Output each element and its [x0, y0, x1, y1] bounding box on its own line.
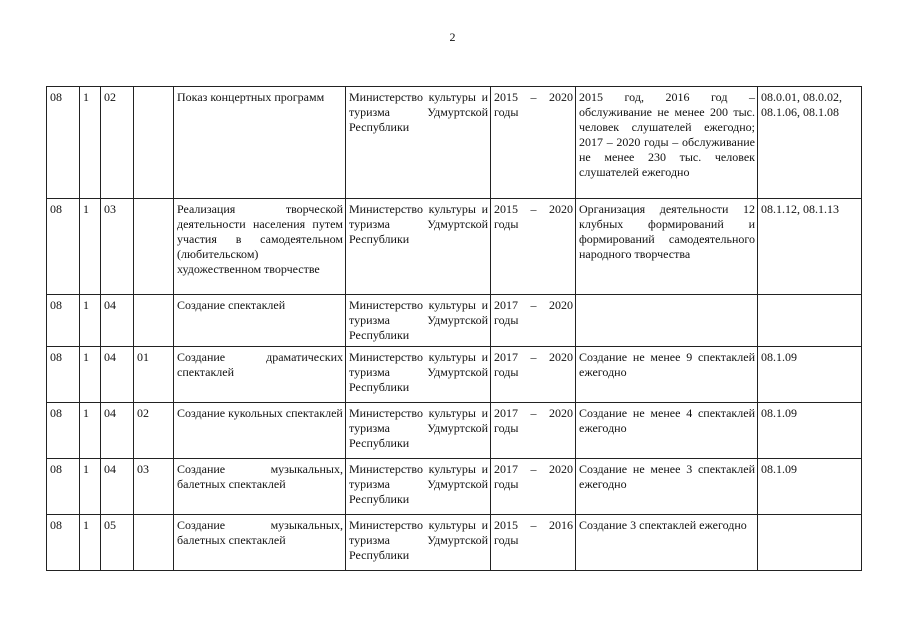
- cell-code-2: 1: [80, 347, 101, 403]
- cell-code-3: 04: [101, 459, 134, 515]
- cell-code-4: [134, 515, 174, 571]
- cell-code-3: 04: [101, 403, 134, 459]
- table-row: [47, 347, 862, 403]
- cell-measure-name: Создание кукольных спектаклей: [174, 403, 346, 459]
- cell-code-3: 03: [101, 199, 134, 295]
- cell-code-1: 08: [47, 87, 80, 199]
- cell-measure-name: Реализация творческой деятельности населения путем участия в самодеятельном (любительском) художественном творчестве: [174, 199, 346, 295]
- cell-expected-result: [576, 295, 758, 347]
- cell-expected-result: 2015 год, 2016 год – обслуживание не менее 200 тыс. человек слушателей ежегодно; 2017 – 2020 годы – обслуживание не менее 230 тыс. человек слушателей ежегодно: [576, 87, 758, 199]
- cell-code-2: 1: [80, 459, 101, 515]
- cell-code-1: 08: [47, 403, 80, 459]
- cell-expected-result: Создание не менее 9 спектаклей ежегодно: [576, 347, 758, 403]
- cell-period: 2017 – 2020 годы: [491, 347, 576, 403]
- cell-code-4: [134, 87, 174, 199]
- cell-executor: Министерство культуры и туризма Удмуртской Республики: [346, 295, 491, 347]
- cell-code-4: 03: [134, 459, 174, 515]
- cell-code-1: 08: [47, 199, 80, 295]
- cell-indicators: [758, 515, 862, 571]
- cell-code-4: [134, 295, 174, 347]
- cell-code-4: 01: [134, 347, 174, 403]
- page-number: 2: [449, 30, 456, 44]
- cell-indicators: 08.1.09: [758, 347, 862, 403]
- cell-expected-result: Создание 3 спектаклей ежегодно: [576, 515, 758, 571]
- table-row: [47, 295, 862, 347]
- cell-indicators: [758, 295, 862, 347]
- cell-executor: Министерство культуры и туризма Удмуртской Республики: [346, 347, 491, 403]
- cell-measure-name: Создание музыкальных, балетных спектаклей: [174, 515, 346, 571]
- measures-table: [46, 86, 862, 571]
- cell-measure-name: Создание музыкальных, балетных спектаклей: [174, 459, 346, 515]
- cell-measure-name: Создание спектаклей: [174, 295, 346, 347]
- cell-period: 2015 – 2020 годы: [491, 199, 576, 295]
- cell-code-1: 08: [47, 347, 80, 403]
- cell-code-1: 08: [47, 295, 80, 347]
- cell-period: 2015 – 2016 годы: [491, 515, 576, 571]
- cell-code-4: [134, 199, 174, 295]
- cell-indicators: 08.1.09: [758, 459, 862, 515]
- cell-period: 2017 – 2020 годы: [491, 403, 576, 459]
- cell-code-2: 1: [80, 199, 101, 295]
- cell-code-1: 08: [47, 515, 80, 571]
- cell-executor: Министерство культуры и туризма Удмуртской Республики: [346, 459, 491, 515]
- cell-executor: Министерство культуры и туризма Удмуртской Республики: [346, 199, 491, 295]
- cell-code-3: 04: [101, 347, 134, 403]
- cell-code-2: 1: [80, 403, 101, 459]
- cell-expected-result: Организация деятельности 12 клубных формирований и формирований самодеятельного народного творчества: [576, 199, 758, 295]
- cell-period: 2017 – 2020 годы: [491, 295, 576, 347]
- cell-code-2: 1: [80, 515, 101, 571]
- cell-measure-name: Создание драматических спектаклей: [174, 347, 346, 403]
- cell-executor: Министерство культуры и туризма Удмуртской Республики: [346, 403, 491, 459]
- cell-code-4: 02: [134, 403, 174, 459]
- cell-executor: Министерство культуры и туризма Удмуртской Республики: [346, 515, 491, 571]
- cell-code-2: 1: [80, 87, 101, 199]
- table-row: [47, 87, 862, 199]
- cell-indicators: 08.0.01, 08.0.02, 08.1.06, 08.1.08: [758, 87, 862, 199]
- table-row: [47, 515, 862, 571]
- cell-expected-result: Создание не менее 4 спектаклей ежегодно: [576, 403, 758, 459]
- cell-measure-name: Показ концертных программ: [174, 87, 346, 199]
- table-row: [47, 403, 862, 459]
- table-row: [47, 459, 862, 515]
- cell-indicators: 08.1.09: [758, 403, 862, 459]
- cell-code-3: 02: [101, 87, 134, 199]
- cell-code-1: 08: [47, 459, 80, 515]
- cell-period: 2015 – 2020 годы: [491, 87, 576, 199]
- cell-code-3: 05: [101, 515, 134, 571]
- table-row: [47, 199, 862, 295]
- cell-period: 2017 – 2020 годы: [491, 459, 576, 515]
- cell-code-2: 1: [80, 295, 101, 347]
- cell-expected-result: Создание не менее 3 спектаклей ежегодно: [576, 459, 758, 515]
- cell-indicators: 08.1.12, 08.1.13: [758, 199, 862, 295]
- cell-code-3: 04: [101, 295, 134, 347]
- cell-executor: Министерство культуры и туризма Удмуртской Республики: [346, 87, 491, 199]
